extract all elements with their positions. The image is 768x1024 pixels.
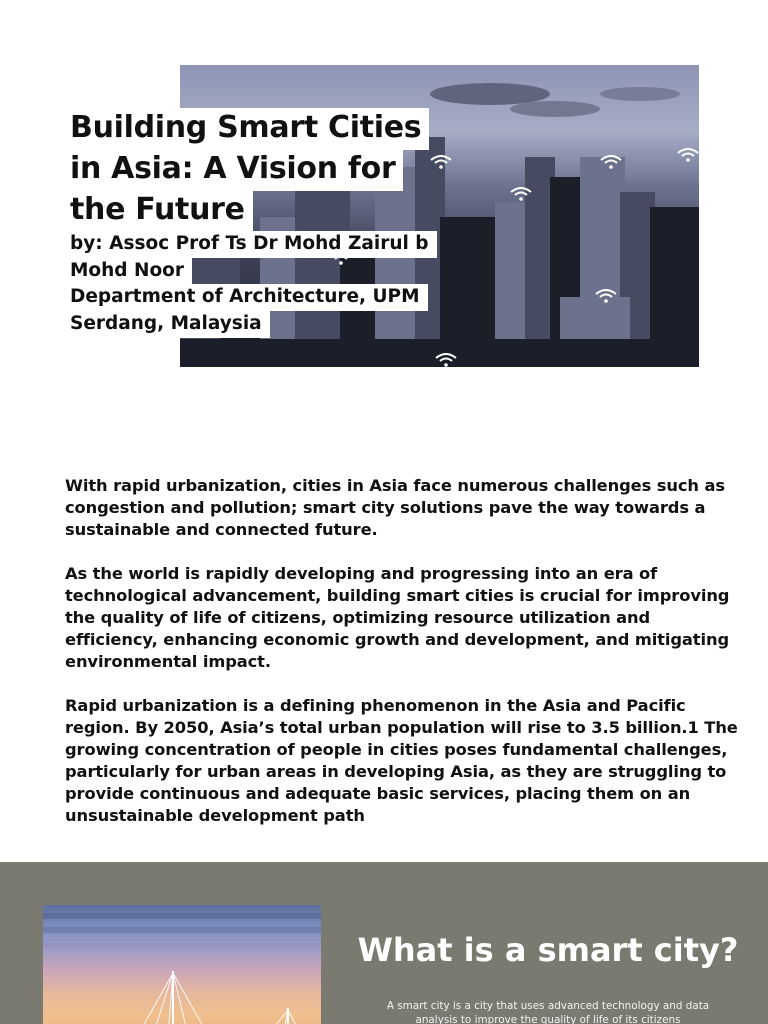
author-line-1: by: Assoc Prof Ts Dr Mohd Zairul b xyxy=(62,231,437,258)
section-heading: What is a smart city? xyxy=(357,931,739,969)
smart-city-section xyxy=(0,862,768,1024)
author-line-2: Mohd Noor xyxy=(62,258,192,285)
wifi-icon xyxy=(595,289,617,303)
affiliation-line-2: Serdang, Malaysia xyxy=(62,311,270,338)
wifi-icon xyxy=(435,353,457,367)
section-description: A smart city is a city that uses advanced technology and data analysis to improve the quality of life of its citizens xyxy=(386,1000,710,1024)
wifi-icon xyxy=(677,148,699,162)
page-title-line-3: the Future xyxy=(62,190,253,232)
body-paragraph-3: Rapid urbanization is a defining phenomenon in the Asia and Pacific region. By 2050, Asia’s total urban population will rise to 3.5 billion.1 The growing concentration of people in cities poses fundamental challenges, particularly for urban areas in developing Asia, as they are struggling to provide continuous and adequate basic services, placing them on an unsustainable development path xyxy=(65,696,738,825)
bridge-cables-graphic xyxy=(43,905,321,1024)
page-title-line-1: Building Smart Cities xyxy=(62,108,429,150)
intro-paragraph: With rapid urbanization, cities in Asia face numerous challenges such as congestion and pollution; smart city solutions pave the way towards a sustainable and connected future. xyxy=(65,476,725,539)
bridge-sunset-image xyxy=(43,905,321,1024)
wifi-icon xyxy=(510,187,532,201)
wifi-icon xyxy=(430,155,452,169)
body-paragraph-2: As the world is rapidly developing and progressing into an era of technological advancement, building smart cities is crucial for improving the quality of life of citizens, optimizing resource utilization and efficiency, enhancing economic growth and development, and mitigating environmental impact. xyxy=(65,564,730,671)
page-title-line-2: in Asia: A Vision for xyxy=(62,149,403,191)
wifi-icon xyxy=(600,155,622,169)
affiliation-line-1: Department of Architecture, UPM xyxy=(62,284,428,311)
